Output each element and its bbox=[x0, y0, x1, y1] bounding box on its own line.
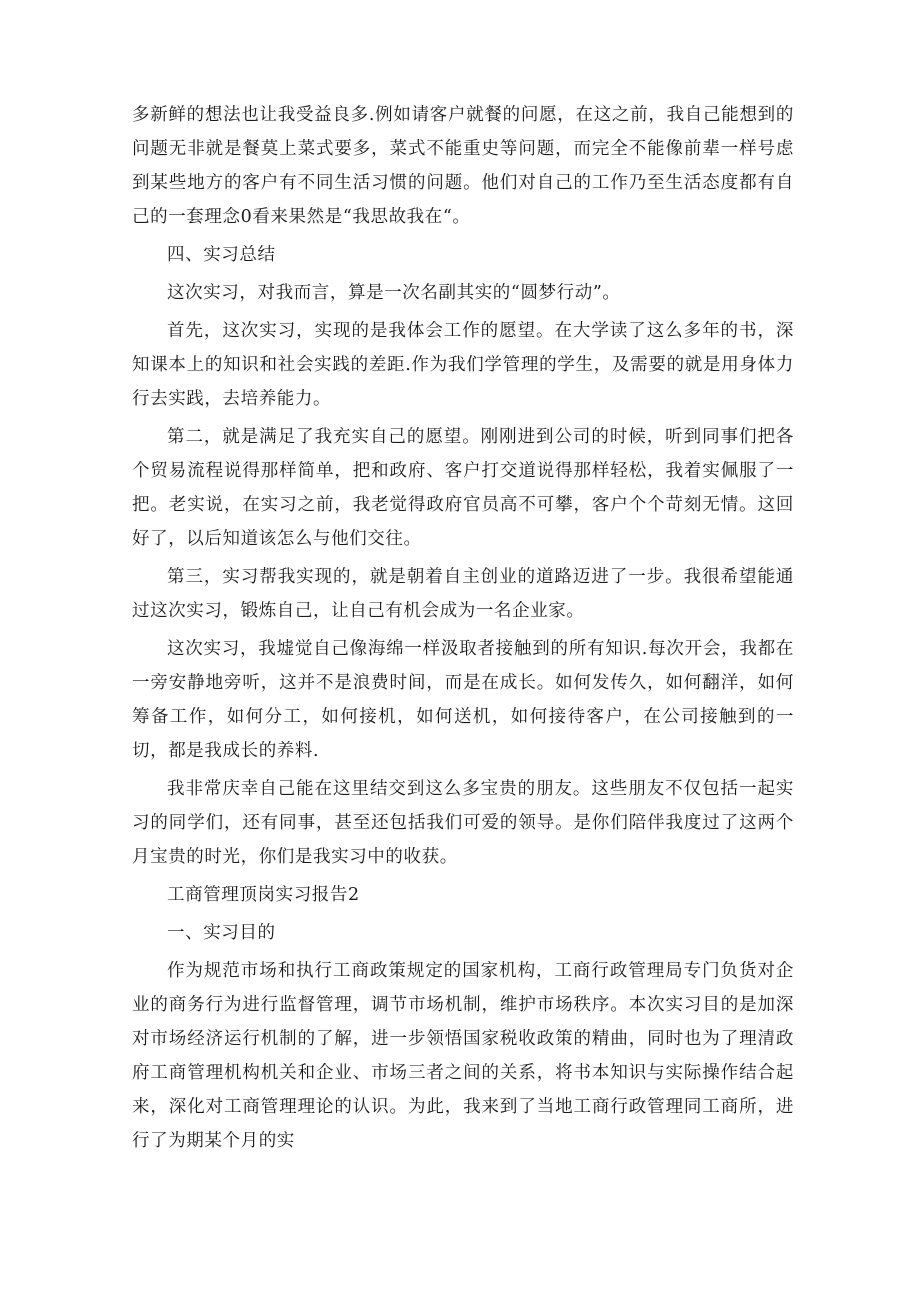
paragraph-0: 多新鲜的想法也让我受益良多.例如请客户就餐的问愿，在这之前，我自己能想到的问题无非就是餐莫上菜式要多，菜式不能重史等问题，而完全不能像前辈一样号虑到某些地方的客户有不同生活习惯的问题。他们对自己的工作乃至生活态度都有自己的一套理念0看来果然是“我思故我在“。 bbox=[132, 105, 794, 227]
paragraph-6: 这次实习，我墟觉自己像海绵一样汲取者接触到的所有知识.每次开会，我都在一旁安静地旁听，这并不是浪费时间，而是在成长。如何发传久，如何翻洋，如何筹备工作，如何分工，如何接机，如何送机，如何接待客户，在公司接触到的一切，都是我成长的养料. bbox=[132, 639, 794, 761]
paragraph-5: 第三，实习帮我实现的，就是朝着自主创业的道路迈进了一步。我很希望能通过这次实习，锻炼自己，让自己有机会成为一名企业家。 bbox=[132, 567, 794, 621]
paragraph-2: 这次实习，对我而言，算是一次名副其实的“圆梦行动”。 bbox=[167, 283, 621, 303]
paragraph-10: 作为规范市场和执行工商政策规定的国家机构，工商行政管理局专门负货对企业的商务行为进行监督管理，调节市场机制，维护市场秩序。本次实习目的是加深对市场经济运行机制的了解，进一步领悟国家税收政策的精曲，同时也为了理清政府工商管理机构机关和企业、市场三者之间的关系，将书本知识与实际操作结合起来，深化对工商管理理论的认识。为此，我来到了当地工商行政管理同工商所，进行了为期某个月的实 bbox=[132, 961, 794, 1151]
section-heading-internship-summary: 四、实习总结 bbox=[167, 245, 276, 265]
paragraph-4: 第二，就是满足了我充实自己的愿望。刚刚进到公司的时候，听到同事们把各个贸易流程说得那样简单，把和政府、客户打交道说得那样轻松，我着实佩服了一把。老实说，在实习之前，我老觉得政府官员高不可攀，客户个个苛刻无情。这回好了，以后知道该怎么与他们交往。 bbox=[132, 427, 794, 549]
paragraph-3: 首先，这次实习，实现的是我体会工作的愿望。在大学读了这么多年的书，深知课本上的知识和社会实践的差距.作为我们学管理的学生，及需要的就是用身体力行去实践，去培养能力。 bbox=[132, 321, 794, 409]
paragraph-7: 我非常庆幸自己能在这里结交到这么多宝贵的朋友。这些朋友不仅包括一起实习的同学们，还有同事，甚至还包括我们可爱的领导。是你们陪伴我度过了这两个月宝贵的时光，你们是我实习中的收获。 bbox=[132, 779, 794, 867]
section-heading-internship-purpose: 一、实习目的 bbox=[167, 923, 276, 943]
report-title: 工商管理顶岗实习报告2 bbox=[167, 885, 360, 905]
document-body bbox=[132, 98, 794, 1162]
